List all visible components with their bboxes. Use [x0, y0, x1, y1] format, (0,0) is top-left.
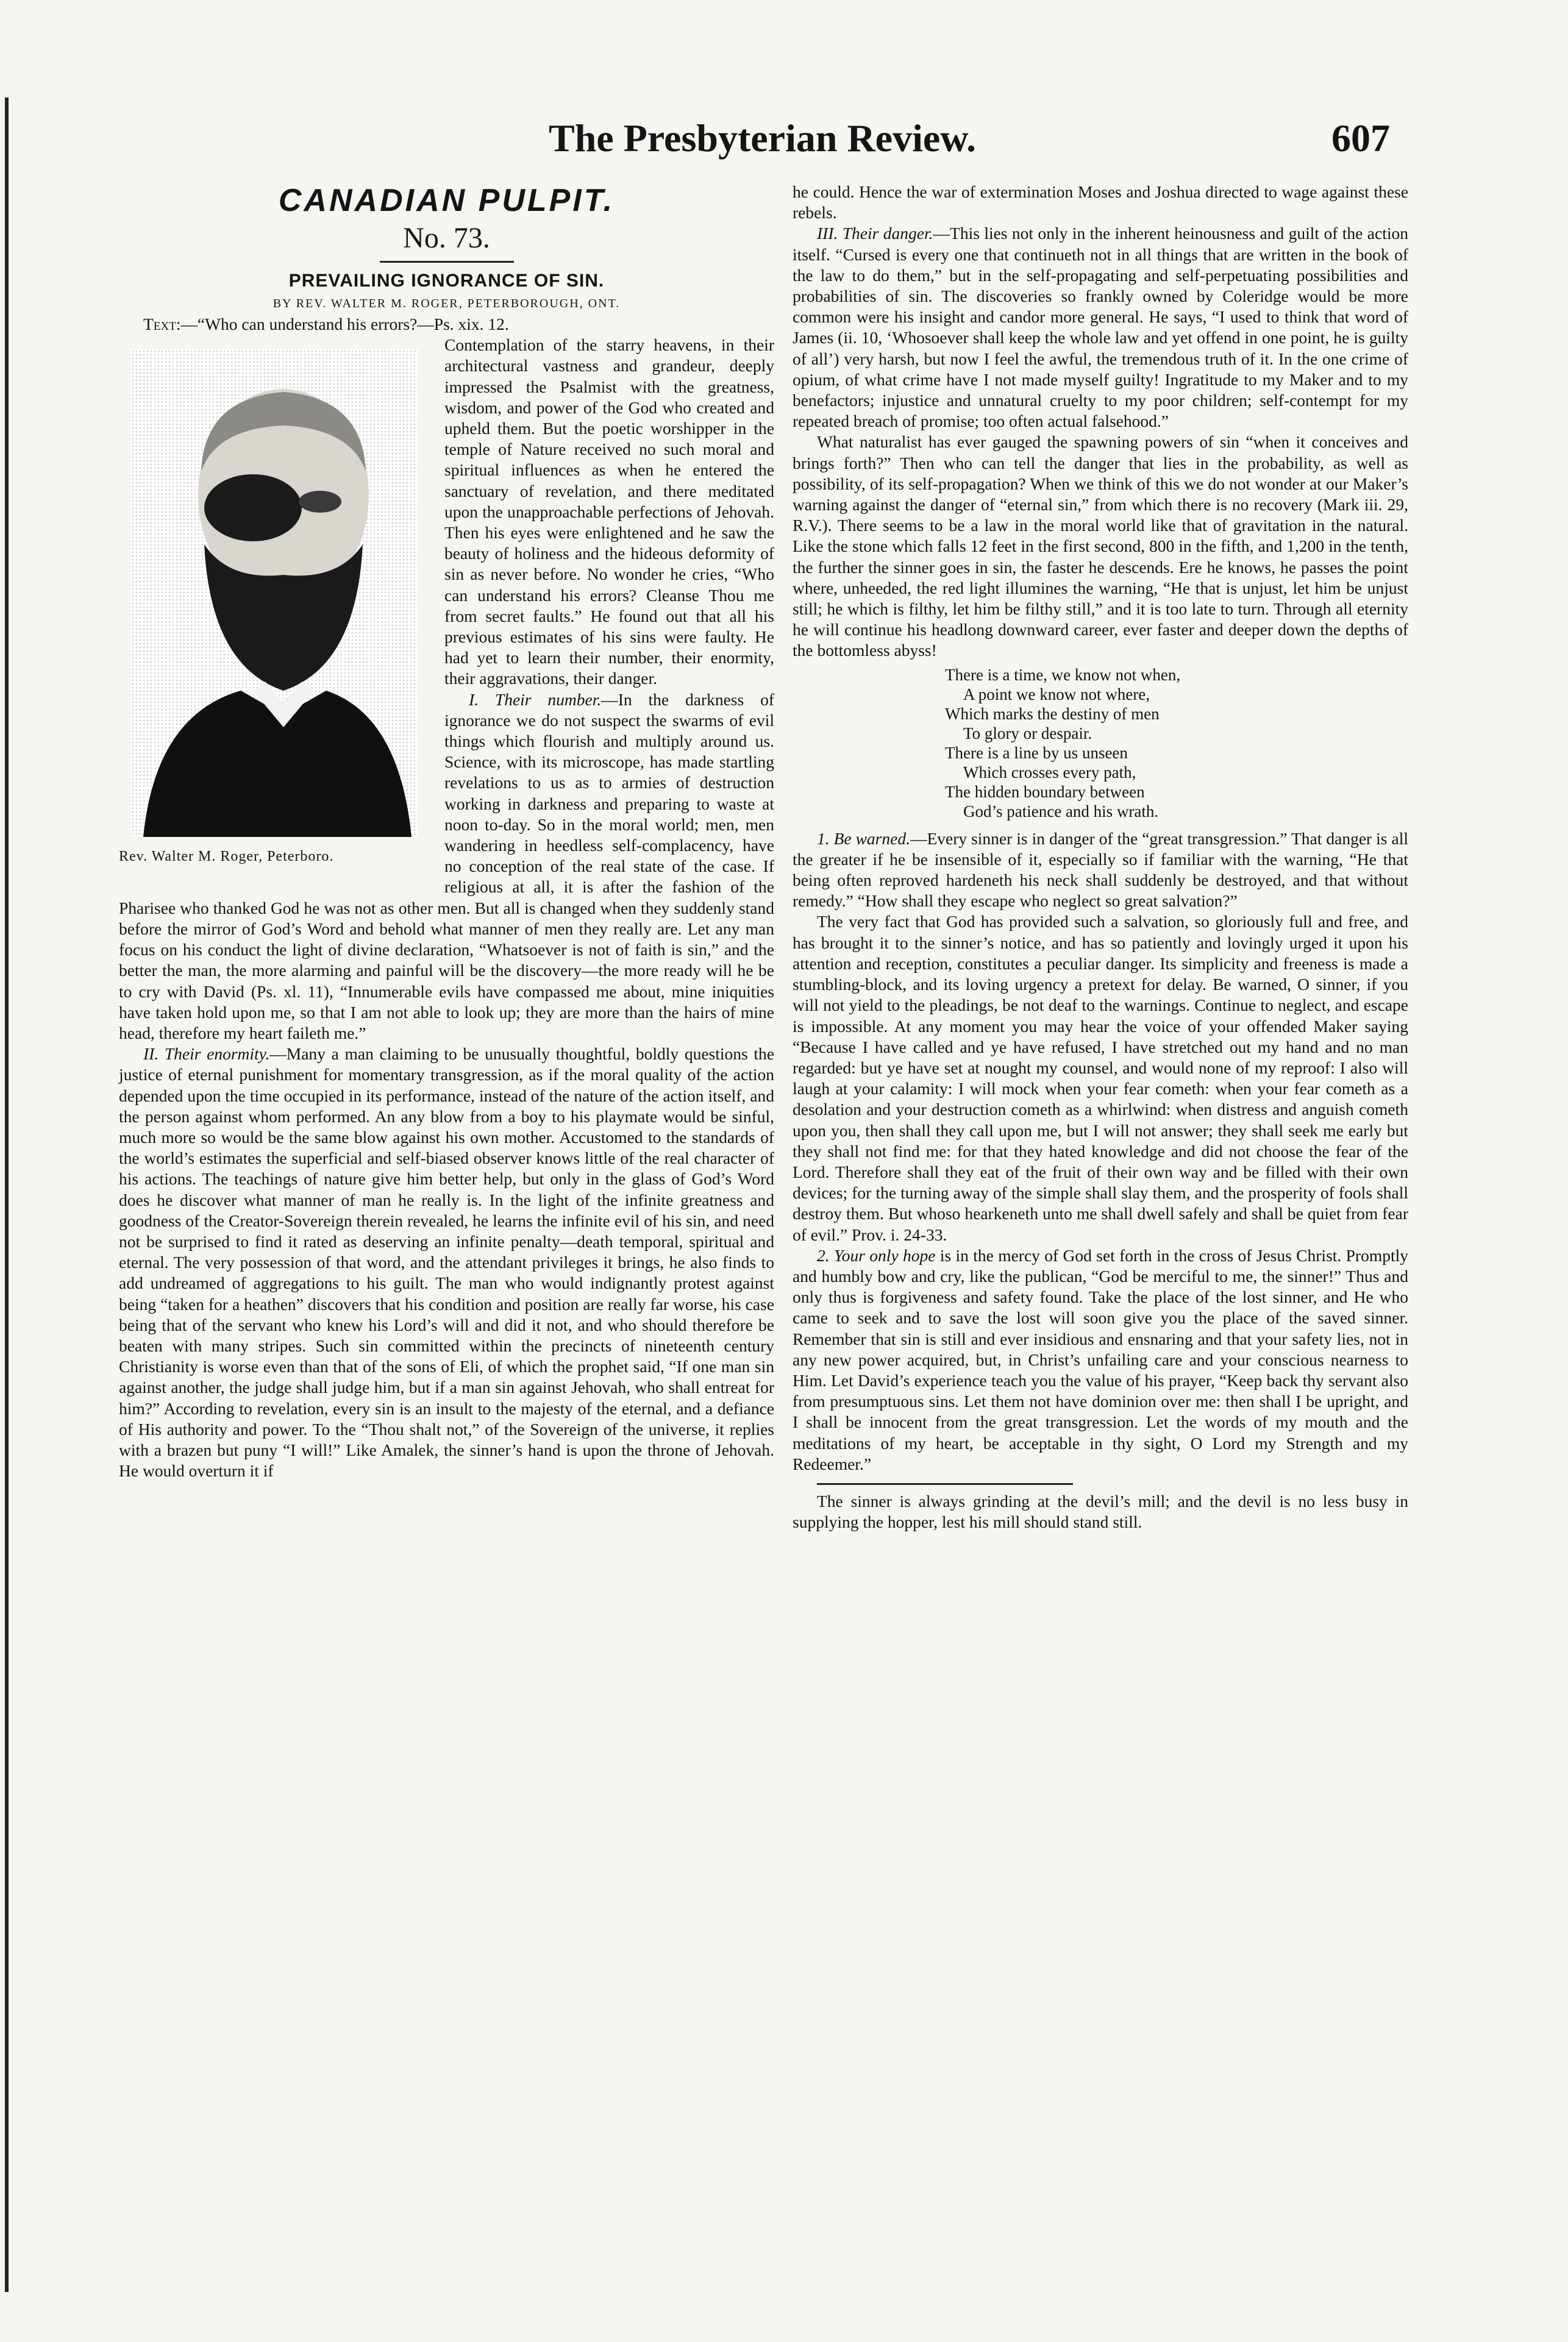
header-rule [380, 261, 514, 263]
heading-their-enormity: II. Their enormity. [143, 1044, 270, 1064]
poem-line: Which crosses every path, [963, 763, 1136, 781]
poem-line: To glory or despair. [963, 724, 1092, 742]
paragraph-only-hope-body: is in the mercy of God set forth in the cross of Jesus Christ. Promptly and humbly bow and cry, like the publican, “God be merciful to me, the sinner!” Thus and only thus is forgiveness and safety found. Take the place of the lost sinner, and He who came to seek and to save the lost will soon give you the place of the saved sinner. Remember that sin is still and ever insidious and ensnaring and that your safety lies, not in any new power acquired, but, in Christ’s unfailing care and your conscious nearness to Him. Let David’s experience teach you the value of his prayer, “Keep back thy servant also from presumptuous sins. Let them not have dominion over me: then shall I be upright, and I shall be innocent from the great transgression. Let the words of my mouth and the meditations of my heart, be acceptable in thy sight, O Lord my Strength and my Redeemer.” [793, 1245, 1409, 1473]
poem-line: A point we know not where, [963, 685, 1150, 703]
paragraph-their-danger [793, 223, 1408, 432]
running-head [549, 116, 1390, 171]
poem-line: The hidden boundary between [945, 782, 1145, 801]
section-divider [817, 1483, 1073, 1485]
paragraph-be-warned-body: —Every sinner is in danger of the “great transgression.” That danger is all the greater if he be insensible of it, especially so if familiar with the warning, “He that being often reproved hardeneth his neck shall suddenly be destroyed, and that without remedy.” “How shall they escape who neglect so great salvation?” [793, 828, 1408, 911]
heading-their-number: I. Their number. [469, 689, 602, 709]
paragraph-their-number-body: —In the darkness of ignorance we do not suspect the swarms of evil things which flourish and multiply around us. Science, with its microscope, has made startling revelations to us as to armies of destruction working in darkness and preparing to waste at noon to-day. So in the moral world; men, men wandering in heedless self-complacency, have no conception of the real state of the case. If religious at all, it is after the fashion of the Pharisee who thanked God he was not as other men. But all is changed when they suddenly stand before the mirror of God’s Word and behold what manner of men they really are. Let any man focus on his conduct the light of divine declaration, “Whatsoever is not of faith is sin,” and the better the man, the more alarming and painful will be the discovery—the more ready will he be to cry with David (Ps. xl. 11), “Innumerable evils have compassed me about, mine iniquities have taken hold upon me, so that I am not able to look up; they are more than the hairs of mine head, therefore my heart faileth me.” [119, 689, 774, 1042]
paragraph-their-enormity [119, 1044, 774, 1481]
heading-be-warned: 1. Be warned. [817, 828, 910, 848]
paragraph-their-enormity-body: —Many a man claiming to be unusually thoughtful, boldly questions the justice of eternal punishment for momentary transgression, as if the moral quality of the action depended upon the time occupied in its performance, instead of the nature of the action itself, and the person against whom performed. An any blow from a boy to his playmate would be sinful, much more so would be the same blow against his own mother. Accustomed to the standards of the world’s estimates the superficial and self-biased observer knows little of the real character of his actions. The teachings of nature give him better help, but only in the glass of God’s Word does he discover what manner of man he really is. In the light of the infinite greatness and goodness of the Creator-Sovereign therein revealed, he learns the infinite evil of his sin, and need not be surprised to find it rated as deserving an infinite penalty—death temporal, spiritual and eternal. The very possession of that word, and the attendant privileges it brings, he also finds to add undreamed of aggregations to his guilt. The man who would indignantly protest against being “taken for a heathen” discovers that his condition and position are really far worse, his case being that of the servant who knew his Lord’s will and did it not, and who should therefore be beaten with many stripes. Such sin committed within the precincts of nineteenth century Christianity is worse even than that of the sons of Eli, of which the prophet said, “If one man sin against another, the judge shall judge him, but if a man sin against Jehovah, who shall entreat for him?” According to revelation, every sin is an insult to the majesty of the eternal, and a defiance of His authority and power. To the “Thou shalt not,” of the Sovereign of the universe, it replies with a brazen but puny “I will!” Like Amalek, the sinner’s hand is upon the throne of Jehovah. He would overturn it if [119, 1044, 774, 1481]
poem [945, 665, 1408, 821]
paragraph-be-warned [793, 828, 1408, 912]
section-kicker: CANADIAN PULPIT. [278, 183, 615, 218]
paragraph-only-hope [793, 1245, 1408, 1475]
portrait-figure [119, 337, 430, 874]
scripture-text [119, 314, 774, 335]
article-header [119, 182, 774, 314]
page-number: 607 [1331, 116, 1390, 160]
paragraph-salvation: The very fact that God has provided such a salvation, so gloriously full and free, and has brought it to the sinner’s notice, and has so patiently and lovingly urged it upon his attention and reception, constitutes a peculiar danger. Its simplicity and freeness is made a stumbling-block, and its loving urgency a pretext for delay. Be warned, O sinner, if you will not yield to the pleadings, be not deaf to the warnings. Continue to neglect, and escape is impossible. At any moment you may hear the voice of your offended Maker saying “Because I have called and ye have refused, I have stretched out my hand and no man regarded: but ye have set at nought my counsel, and would none of my reproof: I also will laugh at your calamity: I will mock when your fear cometh: when your fear cometh as a desolation and your destruction cometh as a whirlwind: when distress and anguish cometh upon you, then shall they call upon me, but I will not answer; they shall seek me early but they shall not find me: for that they hated knowledge and did not choose the fear of the Lord. Therefore shall they eat of the fruit of their own way and be filled with their own devices; for the turning away of the simple shall slay them, and the prosperity of fools shall destroy them. But whoso hearkeneth unto me shall dwell safely and shall be quiet from fear of evil.” Prov. i. 24-33. [793, 912, 1408, 1244]
left-column [119, 182, 774, 1481]
heading-only-hope: 2. Your only hope [817, 1245, 936, 1265]
poem-line: There is a line by us unseen [945, 743, 1128, 762]
portrait-caption: Rev. Walter M. Roger, Peterboro. [119, 849, 334, 865]
poem-line: There is a time, we know not when, [945, 665, 1181, 684]
scripture-text-label: Text: [143, 315, 181, 333]
paragraph-their-danger-body: —This lies not only in the inherent heinousness and guilt of the action itself. “Cursed is every one that continueth not in all things that are written in the book of the law to do them,” but in the self-propagating and self-perpetuating possibilities and probabilities of sin. The discoveries so frankly owned by Coleridge would be more common were his insight and candor more general. He says, “I used to think that word of James (ii. 10, ‘Whosoever shall keep the whole law and yet offend in one point, he is guilty of all’) very harsh, but now I feel the awful, the tremendous truth of it. In the one crime of opium, of what crime have I not made myself guilty! Ingratitude to my Maker and to my benefactors; injustice and unnatural cruelty to my poor children; self-contempt for my repeated breach of promise; too often actual falsehood.” [793, 224, 1408, 431]
byline: BY REV. WALTER M. ROGER, PETERBOROUGH, ONT. [273, 297, 621, 310]
scripture-text-body: —“Who can understand his errors?—Ps. xix. 12. [180, 315, 509, 333]
heading-their-danger: III. Their danger. [817, 224, 933, 243]
portrait-image [131, 349, 418, 837]
closing-filler: The sinner is always grinding at the devil’s mill; and the devil is no less busy in supplying the hopper, lest his mill should stand still. [793, 1491, 1408, 1532]
series-number: No. 73. [403, 222, 490, 254]
poem-line: Which marks the destiny of men [945, 704, 1160, 723]
page-scan-edge [5, 98, 9, 2292]
paragraph-naturalist: What naturalist has ever gauged the spawning powers of sin “when it conceives and brings forth?” Then who can tell the danger that lies in the probability, as well as possibility, of its self-propagation? When we think of this we do not wonder at our Maker’s warning against the danger of “eternal sin,” from which there is no recovery (Mark iii. 29, R.V.). There seems to be a law in the moral world like that of gravitation in the natural. Like the stone which falls 12 feet in the first second, 800 in the fifth, and 1,200 in the tenth, the further the sinner goes in sin, the faster he descends. Ere he knows, he passes the point where, unheeded, the red light illumines the warning, “He that is unjust, let him be unjust still; he which is filthy, let him be filthy still,” and it is too late to turn. Through all eternity he will continue his headlong downward career, ever faster and deeper down the depths of the bottomless abyss! [793, 432, 1408, 660]
sermon-title: PREVAILING IGNORANCE OF SIN. [288, 271, 605, 291]
poem-line: God’s patience and his wrath. [963, 802, 1159, 820]
paragraph-continuation: he could. Hence the war of extermination Moses and Joshua directed to wage against these rebels. [793, 182, 1408, 222]
paragraph-intro: Contemplation of the starry heavens, in their architectural vastness and grandeur, deeply impressed the Psalmist with the greatness, wisdom, and power of the God who created and upheld them. But the poetic worshipper in the temple of Nature received no such moral and spiritual influences as when he entered the sanctuary of revelation, and there meditated upon the unapproachable perfections of Jehovah. Then his eyes were enlightened and he saw the beauty of holiness and the hideous deformity of sin as never before. No wonder he cries, “Who can understand his errors? Cleanse Thou me from secret faults.” He found out that all his previous estimates of his sins were faulty. He had yet to learn their number, their enormity, their aggravations, their danger. [444, 335, 774, 688]
publication-title: The Presbyterian Review. [549, 116, 976, 160]
right-column [793, 182, 1408, 1532]
